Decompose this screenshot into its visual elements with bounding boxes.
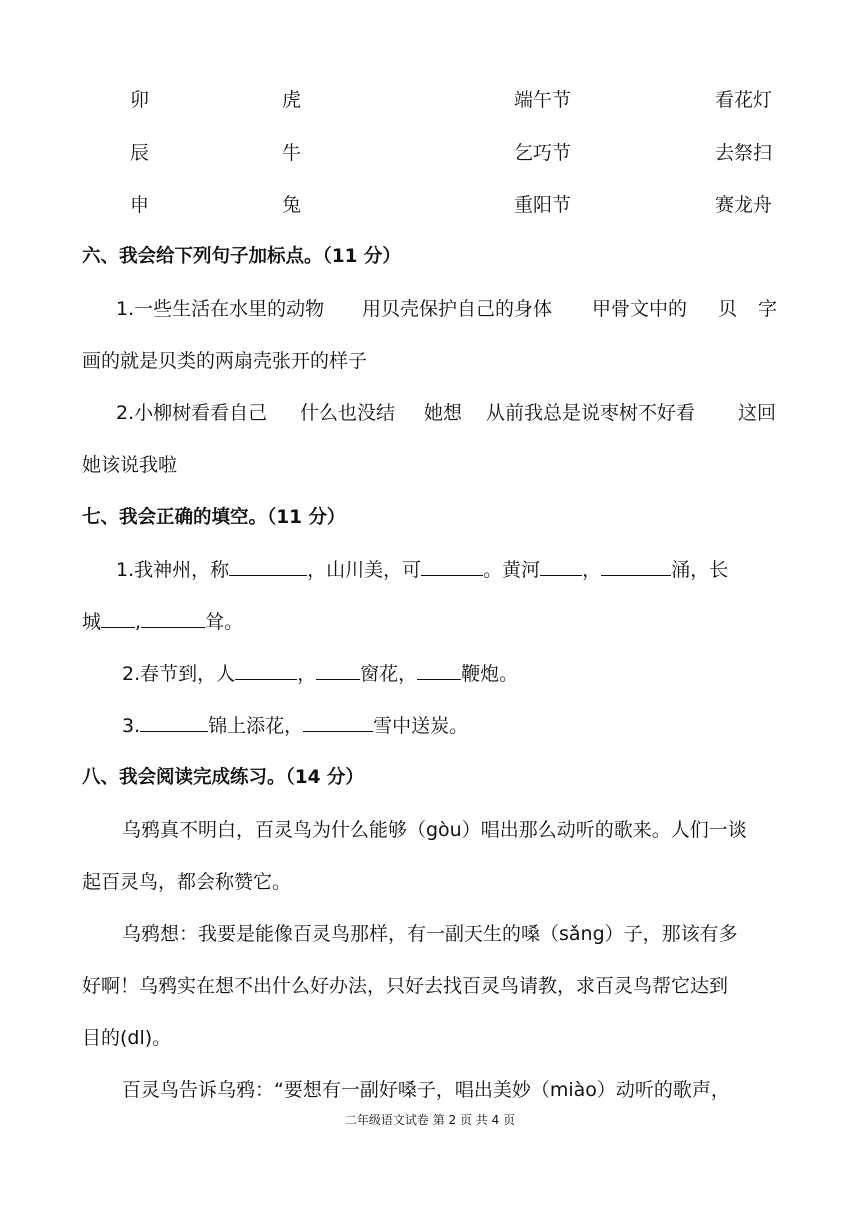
s7-q1-p7: , (135, 611, 142, 633)
s7-q1-line1 (116, 557, 728, 583)
s8-para2-line2: 好啊！乌鸦实在想不出什么好办法，只好去找百灵鸟请教，求百灵鸟帮它达到 (82, 975, 729, 997)
s7-q2 (122, 661, 518, 687)
s6-q2-seg3: 她想 (424, 402, 463, 424)
s8-para2-line1: 乌鸦想：我要是能像百灵鸟那样，有一副天生的嗓（sǎng）子，那该有多 (122, 923, 738, 945)
s7-q3-p2: 锦上添花， (208, 715, 304, 737)
fill-blank[interactable] (141, 609, 205, 628)
fill-blank[interactable] (417, 661, 461, 680)
fill-blank[interactable] (421, 557, 483, 576)
s7-q1-p2: ，山川美，可 (307, 559, 422, 581)
fill-blank[interactable] (601, 557, 671, 576)
fill-blank[interactable] (540, 557, 582, 576)
matching-cell: 兔 (282, 194, 302, 216)
s7-q1-p8: 耸。 (205, 611, 244, 633)
s7-q2-p4: 鞭炮。 (461, 663, 519, 685)
matching-cell: 赛龙舟 (715, 194, 773, 216)
matching-cell: 端午节 (514, 89, 572, 111)
section-8-title: 八、我会阅读完成练习。（14 分） (82, 767, 364, 788)
s6-q2-seg1: 2.小柳树看看自己 (116, 402, 268, 424)
s7-q3 (122, 713, 468, 739)
s7-q1-p5: 涌，长 (671, 559, 729, 581)
fill-blank[interactable] (316, 661, 360, 680)
s7-q1-line2 (82, 609, 243, 635)
fill-blank[interactable] (229, 557, 307, 576)
fill-blank[interactable] (140, 713, 208, 732)
matching-cell: 申 (130, 194, 150, 216)
s8-para1-line2: 起百灵鸟，都会称赞它。 (82, 871, 292, 893)
matching-cell: 卯 (130, 89, 150, 111)
matching-cell: 虎 (282, 89, 302, 111)
s6-q2-seg5: 这回 (738, 402, 777, 424)
s6-q1-seg5: 字 (758, 298, 778, 320)
s6-q1-seg2: 用贝壳保护自己的身体 (362, 298, 553, 320)
section-7-title: 七、我会正确的填空。（11 分） (82, 507, 346, 528)
matching-cell: 重阳节 (514, 194, 572, 216)
matching-cell: 看花灯 (715, 89, 773, 111)
page-footer: 二年级语文试卷 第 2 页 共 4 页 (344, 1113, 516, 1127)
s7-q2-p1: 2.春节到，人 (122, 663, 236, 685)
s7-q2-p2: ， (297, 663, 317, 685)
s7-q1-p4: ， (582, 559, 602, 581)
s7-q1-p1: 1.我神州，称 (116, 559, 230, 581)
s6-q1-seg4: 贝 (718, 298, 738, 320)
s7-q1-p3: 。黄河 (483, 559, 541, 581)
s6-q1-seg3: 甲骨文中的 (592, 298, 688, 320)
s6-q1-seg1: 1.一些生活在水里的动物 (116, 298, 325, 320)
s8-para1-line1: 乌鸦真不明白，百灵鸟为什么能够（gòu）唱出那么动听的歌来。人们一谈 (122, 819, 747, 841)
matching-cell: 辰 (130, 142, 150, 164)
s8-para3-line1: 百灵鸟告诉乌鸦：“要想有一副好嗓子，唱出美妙（miào）动听的歌声， (122, 1079, 730, 1101)
s7-q3-p3: 雪中送炭。 (373, 715, 469, 737)
matching-cell: 乞巧节 (514, 142, 572, 164)
s6-q1-line2: 画的就是贝类的两扇壳张开的样子 (82, 350, 368, 372)
s6-q2-line2: 她该说我啦 (82, 454, 178, 476)
section-6-title: 六、我会给下列句子加标点。（11 分） (82, 246, 401, 267)
s7-q2-p3: 窗花， (360, 663, 418, 685)
matching-cell: 去祭扫 (715, 142, 773, 164)
fill-blank[interactable] (101, 609, 135, 628)
fill-blank[interactable] (303, 713, 373, 732)
s7-q1-p6: 城 (82, 611, 102, 633)
s6-q2-seg4: 从前我总是说枣树不好看 (486, 402, 696, 424)
s6-q2-seg2: 什么也没结 (300, 402, 396, 424)
s8-para2-line3: 目的(dl)。 (82, 1027, 172, 1049)
matching-cell: 牛 (282, 142, 302, 164)
s7-q3-p1: 3. (122, 715, 141, 737)
fill-blank[interactable] (235, 661, 297, 680)
